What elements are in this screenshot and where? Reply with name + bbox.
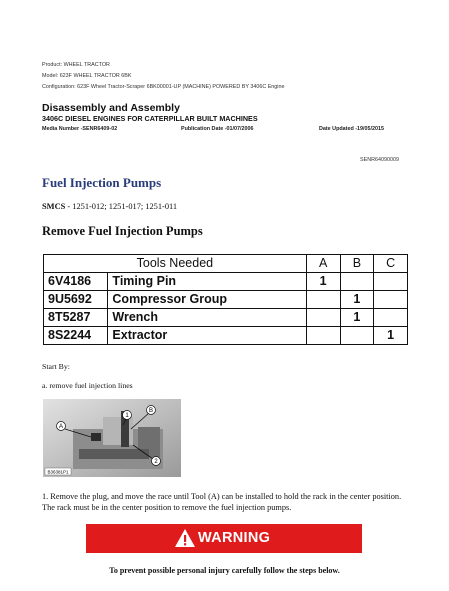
qty-a: 1 bbox=[306, 273, 340, 291]
tool-name: Wrench bbox=[108, 309, 306, 327]
table-row bbox=[44, 273, 408, 291]
qty-a bbox=[306, 291, 340, 309]
header-b: B bbox=[340, 255, 374, 273]
table-row bbox=[44, 309, 408, 327]
tool-number: 8T5287 bbox=[44, 309, 108, 327]
warning-banner bbox=[86, 524, 362, 553]
configuration-line bbox=[42, 84, 285, 90]
step-1-text: 1. Remove the plug, and move the race until Tool (A) can be installed to hold the rack in the center position. The rack must be in the center position to remove the fuel injection pumps. bbox=[42, 492, 402, 512]
config-label: Configuration: bbox=[42, 84, 76, 90]
config-value: 623F Wheel Tractor-Scraper 6BK00001-UP (MACHINE) POWERED BY 3406C Engine bbox=[77, 84, 285, 90]
table-row bbox=[44, 327, 408, 345]
qty-a bbox=[306, 309, 340, 327]
publication-date: Publication Date -01/07/2006 bbox=[181, 126, 254, 132]
tool-number: 6V4186 bbox=[44, 273, 108, 291]
qty-b bbox=[340, 273, 374, 291]
document-title: Disassembly and Assembly bbox=[42, 102, 180, 114]
product-label: Product: bbox=[42, 62, 63, 68]
warning-label: WARNING bbox=[198, 530, 271, 546]
tool-number: 9U5692 bbox=[44, 291, 108, 309]
start-by-label: Start By: bbox=[42, 362, 70, 371]
figure-label-2: 2 bbox=[154, 459, 158, 466]
remove-heading: Remove Fuel Injection Pumps bbox=[42, 224, 203, 238]
qty-b: 1 bbox=[340, 291, 374, 309]
smcs-line bbox=[42, 202, 177, 211]
warning-triangle-icon bbox=[174, 528, 196, 548]
header-c: C bbox=[374, 255, 408, 273]
media-number: Media Number -SENR6409-02 bbox=[42, 126, 118, 132]
document-subtitle: 3406C DIESEL ENGINES FOR CATERPILLAR BUILT MACHINES bbox=[42, 114, 258, 123]
qty-b bbox=[340, 327, 374, 345]
qty-c bbox=[374, 273, 408, 291]
step-a-text: a. remove fuel injection lines bbox=[42, 381, 133, 390]
product-line bbox=[42, 62, 110, 68]
figure-caption: B36381P1 bbox=[47, 469, 69, 475]
header-tools-needed: Tools Needed bbox=[44, 255, 307, 273]
model-label: Model: bbox=[42, 73, 59, 79]
smcs-value: - 1251-012; 1251-017; 1251-011 bbox=[65, 202, 178, 211]
tools-table-header bbox=[44, 255, 408, 273]
qty-b: 1 bbox=[340, 309, 374, 327]
qty-c bbox=[374, 309, 408, 327]
smcs-label: SMCS bbox=[42, 202, 66, 211]
tool-number: 8S2244 bbox=[44, 327, 108, 345]
figure-label-b: B bbox=[148, 408, 154, 415]
warning-note: To prevent possible personal injury carefully follow the steps below. bbox=[109, 566, 340, 575]
document-id: SENR64090009 bbox=[360, 157, 399, 163]
tool-name: Timing Pin bbox=[108, 273, 306, 291]
model-line bbox=[42, 73, 131, 79]
section-title: Fuel Injection Pumps bbox=[42, 175, 162, 190]
qty-a bbox=[306, 327, 340, 345]
tools-table bbox=[43, 254, 408, 345]
header-a: A bbox=[306, 255, 340, 273]
qty-c bbox=[374, 291, 408, 309]
tool-name: Compressor Group bbox=[108, 291, 306, 309]
tool-name: Extractor bbox=[108, 327, 306, 345]
date-updated: Date Updated -19/05/2015 bbox=[319, 126, 385, 132]
figure-label-a: A bbox=[58, 424, 64, 431]
model-value: 623F WHEEL TRACTOR 6BK bbox=[59, 73, 132, 79]
engine-photo bbox=[43, 399, 181, 477]
figure-label-1: 1 bbox=[125, 413, 129, 420]
table-row bbox=[44, 291, 408, 309]
product-value: WHEEL TRACTOR bbox=[63, 62, 110, 68]
qty-c: 1 bbox=[374, 327, 408, 345]
